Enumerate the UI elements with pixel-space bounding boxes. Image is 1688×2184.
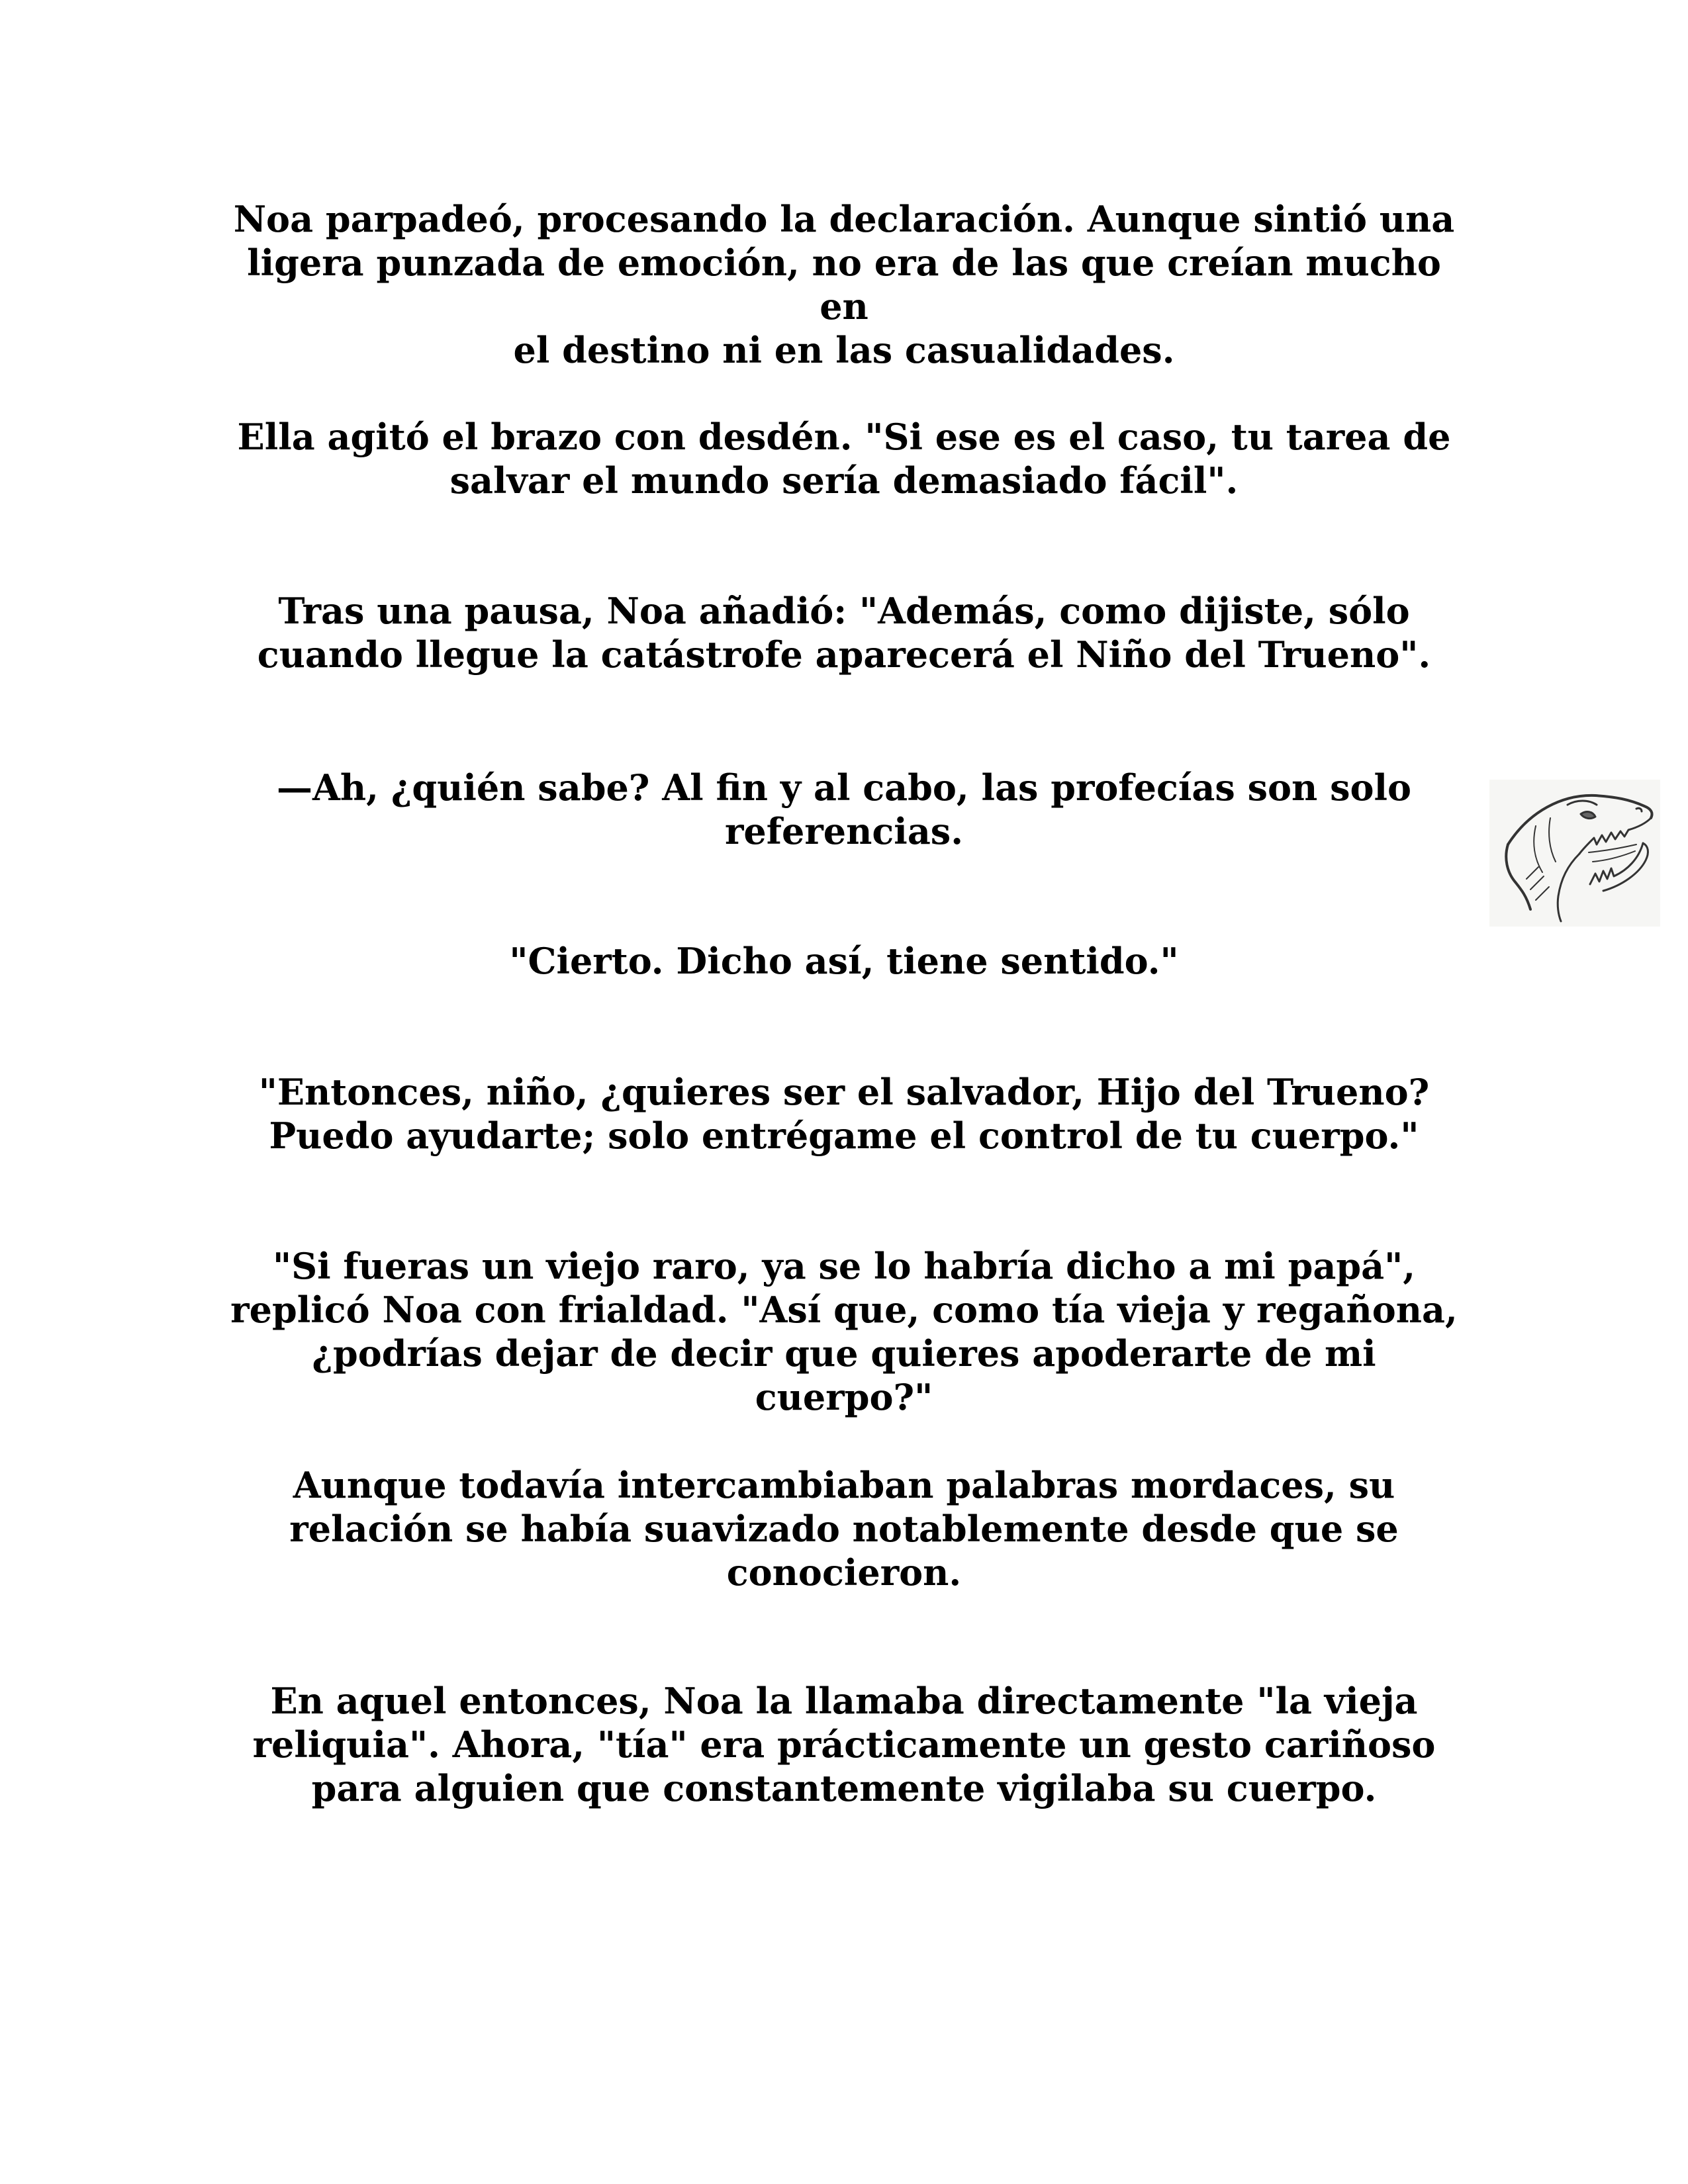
paragraph-4 bbox=[218, 766, 1470, 853]
paragraph-line: ligera punzada de emoción, no era de las que creían mucho en bbox=[247, 242, 1441, 328]
paragraph-2 bbox=[218, 415, 1470, 502]
paragraph-line: Tras una pausa, Noa añadió: "Además, como dijiste, sólo bbox=[278, 590, 1410, 632]
paragraph-line: "Entonces, niño, ¿quieres ser el salvador, Hijo del Trueno? bbox=[258, 1071, 1430, 1113]
paragraph-line: ¿podrías dejar de decir que quieres apoderarte de mi cuerpo?" bbox=[312, 1332, 1376, 1418]
paragraph-line: "Si fueras un viejo raro, ya se lo habría dicho a mi papá", bbox=[272, 1245, 1416, 1287]
paragraph-line: —Ah, ¿quién sabe? Al fin y al cabo, las profecías son solo bbox=[276, 766, 1412, 809]
paragraph-8 bbox=[218, 1463, 1470, 1594]
paragraph-line: Aunque todavía intercambiaban palabras mordaces, su bbox=[293, 1464, 1395, 1506]
paragraph-line: En aquel entonces, Noa la llamaba directamente "la vieja bbox=[270, 1680, 1418, 1722]
paragraph-5 bbox=[218, 939, 1470, 983]
paragraph-7 bbox=[218, 1244, 1470, 1419]
paragraph-line: Puedo ayudarte; solo entrégame el control de tu cuerpo." bbox=[269, 1115, 1419, 1157]
paragraph-line: Ella agitó el brazo con desdén. "Si ese es el caso, tu tarea de bbox=[237, 416, 1451, 458]
paragraph-line: "Cierto. Dicho así, tiene sentido." bbox=[509, 940, 1179, 982]
paragraph-line: referencias. bbox=[724, 810, 964, 852]
paragraph-line: relación se había suavizado notablemente desde que se bbox=[289, 1508, 1399, 1550]
paragraph-3 bbox=[218, 589, 1470, 676]
paragraph-line: salvar el mundo sería demasiado fácil". bbox=[449, 459, 1239, 502]
dinosaur-head-sketch-icon bbox=[1489, 780, 1660, 927]
paragraph-6 bbox=[218, 1070, 1470, 1158]
paragraph-9 bbox=[218, 1679, 1470, 1810]
paragraph-line: para alguien que constantemente vigilaba su cuerpo. bbox=[311, 1767, 1377, 1809]
paragraph-line: el destino ni en las casualidades. bbox=[513, 329, 1175, 371]
paragraph-line: Noa parpadeó, procesando la declaración. Aunque sintió una bbox=[233, 198, 1455, 240]
paragraph-line: cuando llegue la catástrofe aparecerá el Niño del Trueno". bbox=[257, 633, 1431, 676]
paragraph-line: replicó Noa con frialdad. "Así que, como tía vieja y regañona, bbox=[230, 1289, 1458, 1331]
paragraph-line: conocieron. bbox=[726, 1551, 962, 1594]
paragraph-1 bbox=[218, 197, 1470, 372]
paragraph-line: reliquia". Ahora, "tía" era prácticamente un gesto cariñoso bbox=[252, 1723, 1436, 1766]
